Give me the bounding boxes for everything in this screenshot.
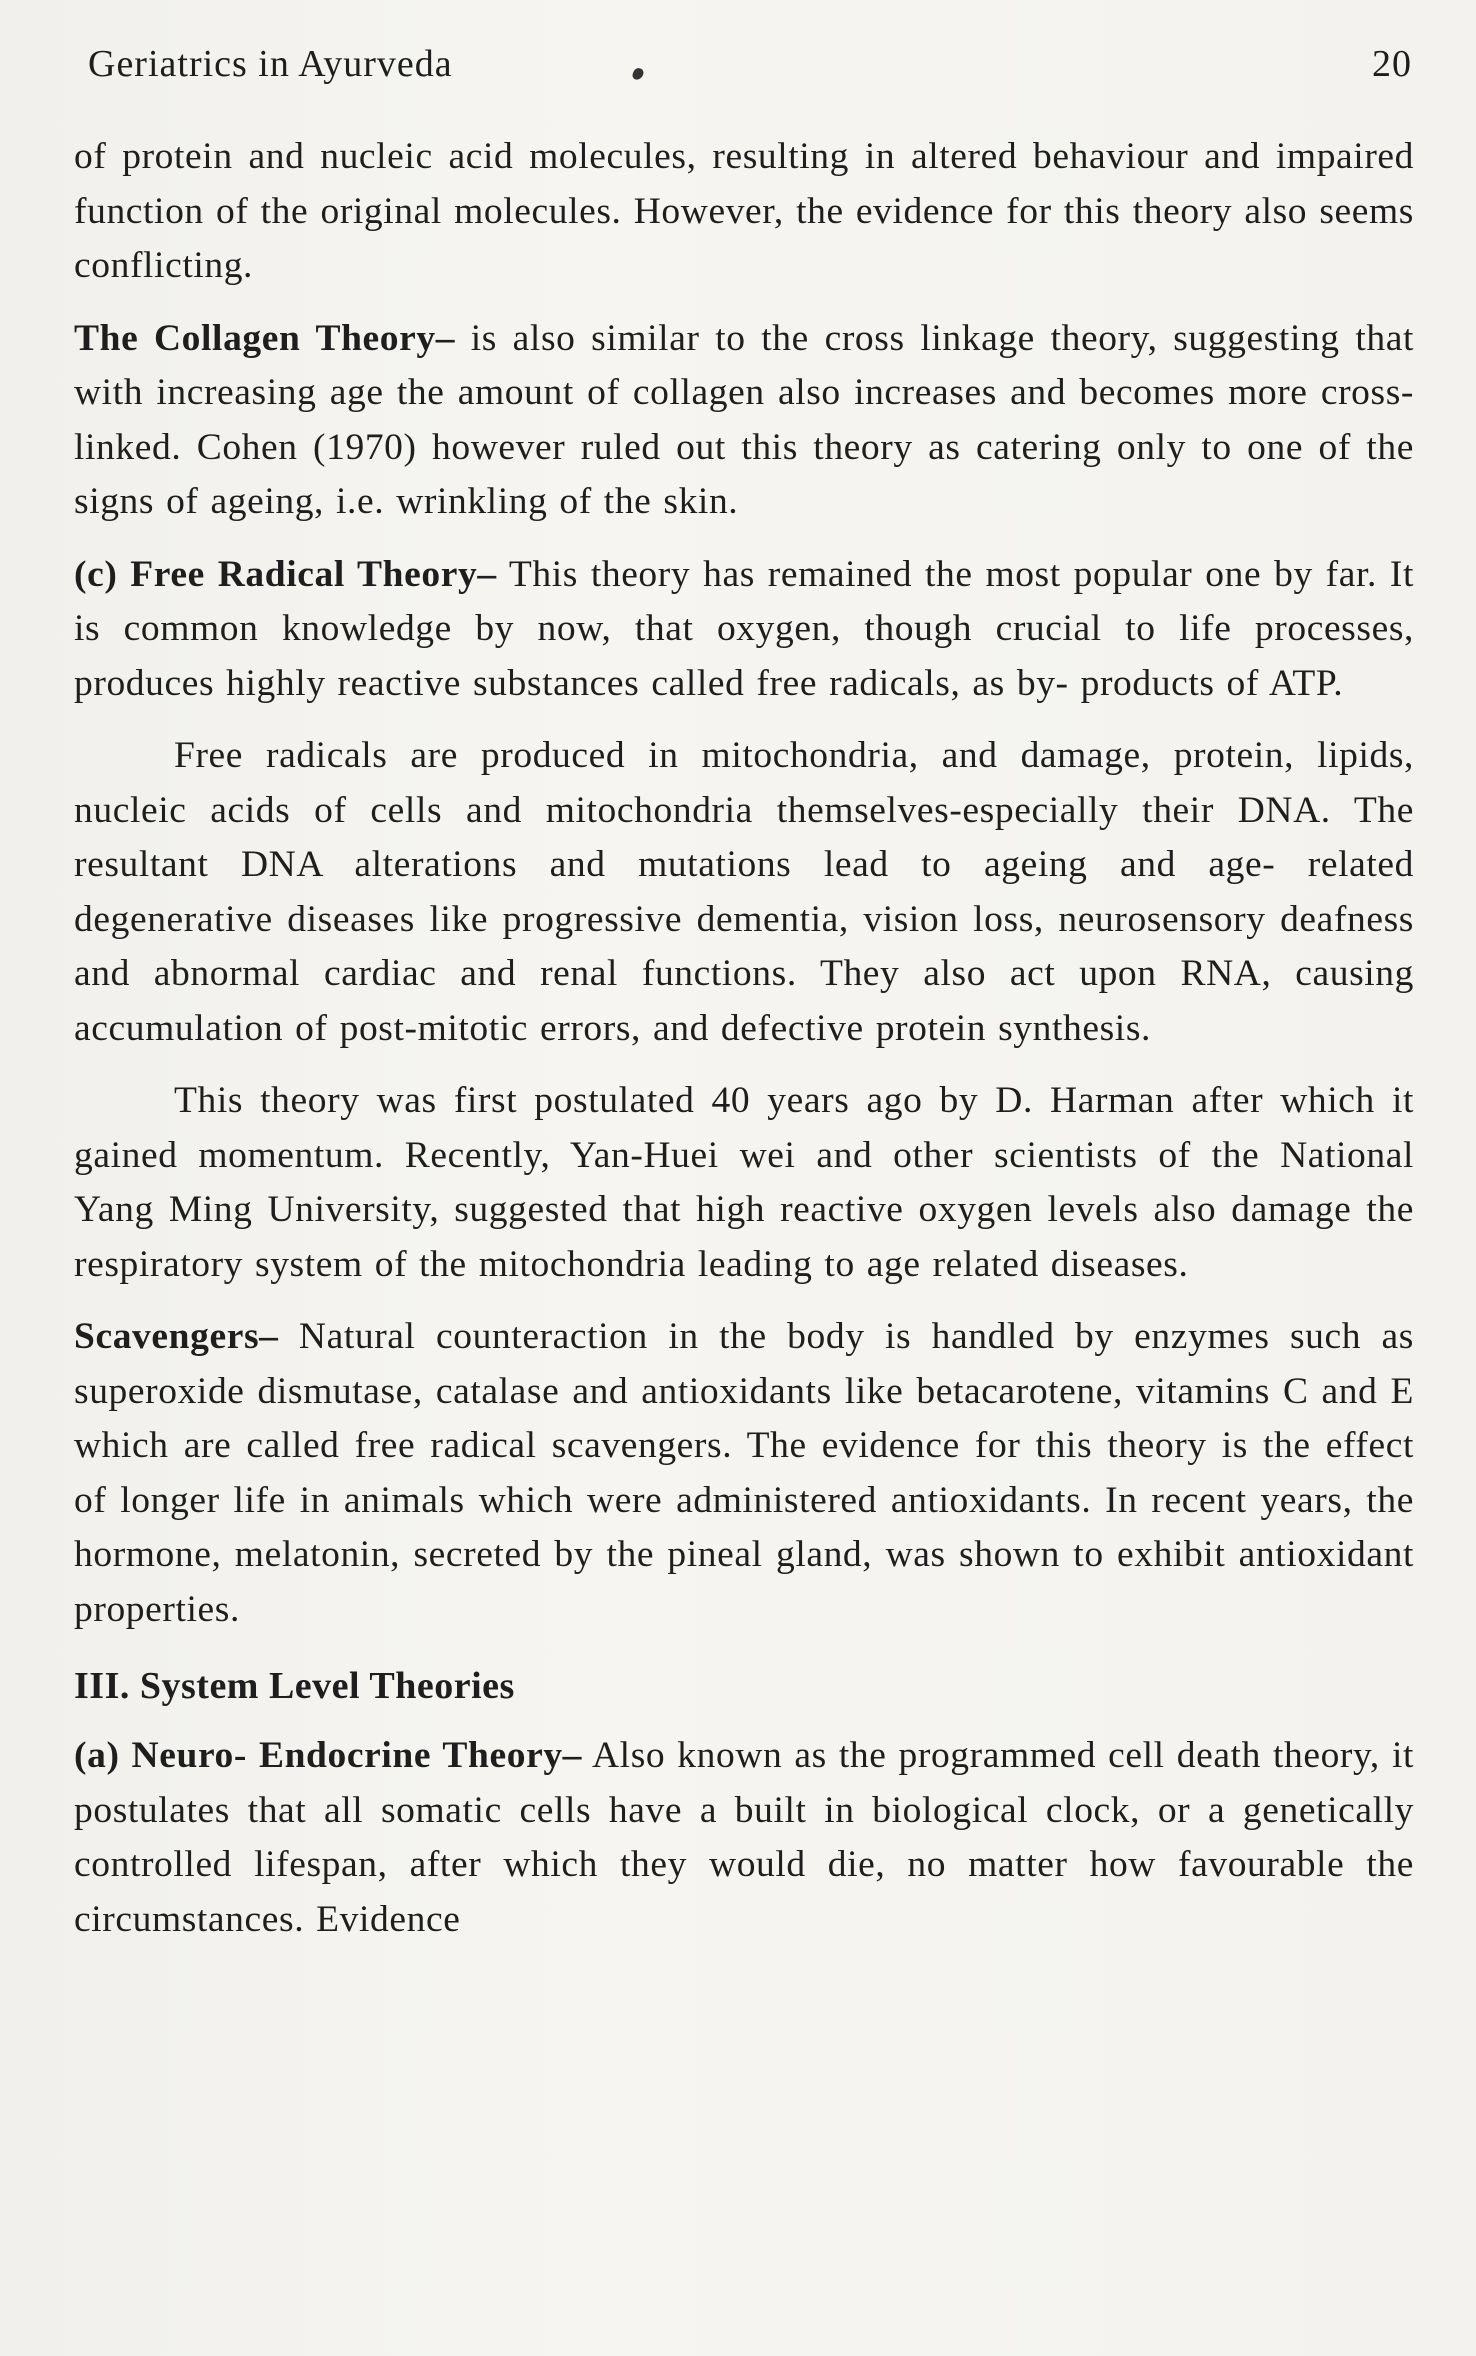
paragraph-text: is also similar to the cross linkage theory, suggesting that with increasing age the amount of collagen also increases and becomes more cross- linked. Cohen (1970) however ruled out this theory as catering only to one of the signs of ageing, i.e. wrinkling of the skin. (74, 317, 1414, 522)
paragraph-harman-theory (74, 1074, 1414, 1292)
page-number: 20 (1372, 43, 1412, 85)
ink-speck (631, 67, 645, 82)
paragraph-text: of protein and nucleic acid molecules, resulting in altered behaviour and impaired function of the original molecules. However, the evidence for this theory also seems conflicting. (74, 136, 1414, 286)
section-heading: III. System Level Theories (74, 1665, 515, 1707)
scavengers-term: Scavengers– (74, 1316, 279, 1357)
paragraph-free-radicals-damage (74, 729, 1414, 1056)
paragraph-text: Free radicals are produced in mitochondria, and damage, protein, lipids, nucleic acids of cells and mitochondria themselves-especially their DNA. The resultant DNA alterations and mutations lead to ageing and age- related degenerative diseases like progressive dementia, vision loss, neurosensory deafness and abnormal cardiac and renal functions. They also act upon RNA, causing accumulation of post-mitotic errors, and defective protein synthesis. (74, 735, 1414, 1049)
paragraph-collagen-theory (74, 312, 1414, 530)
paragraph-neuro-endocrine-theory (74, 1729, 1414, 1947)
page-header (88, 42, 1412, 98)
paragraph-cross-linkage-continued (74, 130, 1414, 294)
running-title: Geriatrics in Ayurveda (88, 43, 453, 85)
free-radical-theory-term: (c) Free Radical Theory– (74, 553, 497, 595)
paragraph-scavengers (74, 1310, 1414, 1637)
paragraph-text: Also known as the programmed cell death theory, it postulates that all somatic cells have a built in biological clock, or a genetically controlled lifespan, after which they would die, no matter how favourable the circumstances. Evidence (74, 1735, 1414, 1940)
neuro-endocrine-theory-term: (a) Neuro- Endocrine Theory– (74, 1735, 583, 1776)
paragraph-free-radical-theory (74, 548, 1414, 712)
paragraph-text: This theory has remained the most popular one by far. It is common knowledge by now, that oxygen, though crucial to life processes, produces highly reactive substances called free radicals, as by- products of ATP. (74, 553, 1414, 704)
body-text (74, 130, 1414, 1965)
collagen-theory-term: The Collagen Theory– (74, 317, 456, 359)
paragraph-text: This theory was first postulated 40 years ago by D. Harman after which it gained momentum. Recently, Yan-Huei wei and other scientists of the National Yang Ming University, suggested that high reactive oxygen levels also damage the respiratory system of the mitochondria leading to age related diseases. (74, 1080, 1414, 1285)
paragraph-text: Natural counteraction in the body is handled by enzymes such as superoxide dismutase, catalase and antioxidants like betacarotene, vitamins C and E which are called free radical scavengers. The evidence for this theory is the effect of longer life in animals which were administered antioxidants. In recent years, the hormone, melatonin, secreted by the pineal gland, was shown to exhibit antioxidant properties. (74, 1316, 1414, 1630)
